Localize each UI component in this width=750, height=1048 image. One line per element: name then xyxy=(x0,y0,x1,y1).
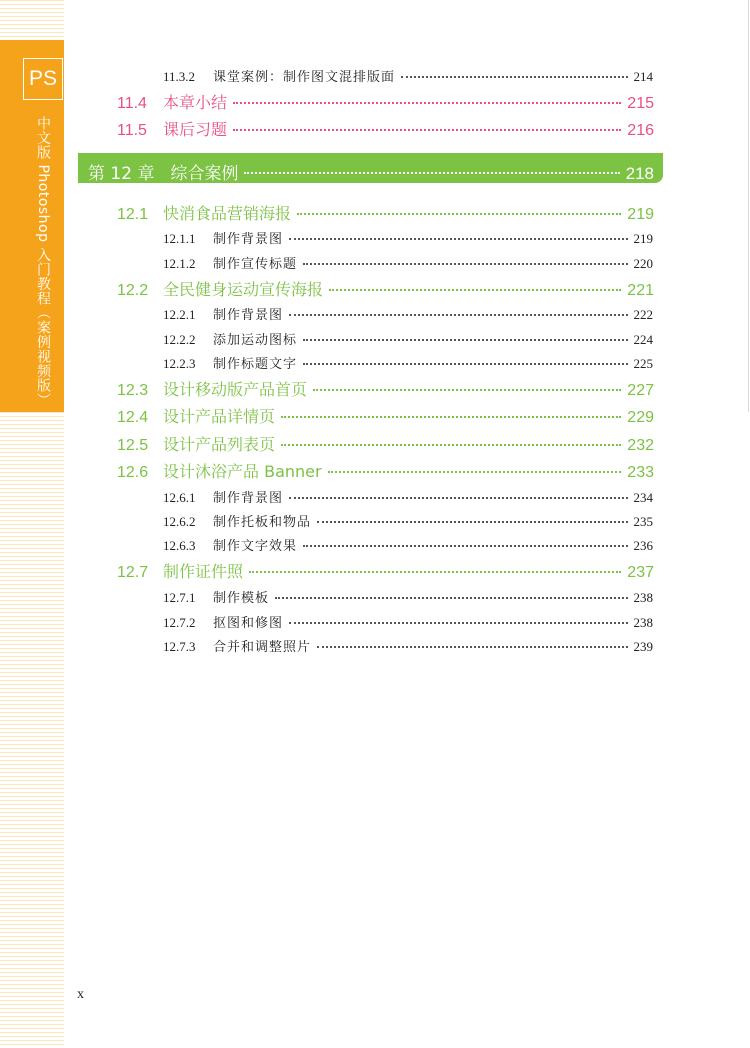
chapter-number: 第 12 章 xyxy=(88,164,155,184)
entry-number: 12.7.1 xyxy=(163,590,196,605)
entry-page: 234 xyxy=(633,490,653,505)
page-folio: x xyxy=(77,987,84,1002)
dot-leader xyxy=(329,289,621,291)
entry-page: 216 xyxy=(627,122,654,139)
dot-leader xyxy=(303,339,627,341)
dot-leader xyxy=(289,622,627,624)
dot-leader xyxy=(244,172,619,174)
dot-leader xyxy=(303,263,627,265)
toc-entry xyxy=(117,90,654,113)
toc-entry xyxy=(163,535,653,554)
entry-number: 12.1 xyxy=(117,206,149,223)
entry-title: 制作文字效果 xyxy=(213,539,298,554)
entry-page: 215 xyxy=(627,95,654,112)
entry-title: 制作模板 xyxy=(213,591,270,606)
ps-badge: PS xyxy=(23,58,63,100)
entry-title: 全民健身运动宣传海报 xyxy=(163,280,324,299)
toc-entry xyxy=(163,228,653,247)
entry-number: 12.7.2 xyxy=(163,615,196,630)
entry-page: 224 xyxy=(633,332,653,347)
entry-number: 12.6.3 xyxy=(163,538,196,553)
toc-entry xyxy=(163,329,653,348)
dot-leader xyxy=(303,363,627,365)
entry-number: 11.4 xyxy=(117,95,147,112)
entry-number: 12.2.1 xyxy=(163,307,196,322)
entry-number: 12.6.1 xyxy=(163,490,196,505)
entry-number: 11.5 xyxy=(117,122,147,139)
toc-entry xyxy=(117,559,654,582)
chapter-title: 综合案例 xyxy=(170,164,239,184)
toc-entry xyxy=(117,459,654,482)
dot-leader xyxy=(275,597,627,599)
toc-entry xyxy=(163,353,653,372)
entry-title: 快消食品营销海报 xyxy=(163,204,292,223)
entry-number: 11.3.2 xyxy=(163,69,196,84)
entry-page: 237 xyxy=(627,564,654,581)
entry-number: 12.2 xyxy=(117,282,149,299)
entry-title: 添加运动图标 xyxy=(213,333,298,348)
dot-leader xyxy=(289,314,627,316)
entry-number: 12.2.2 xyxy=(163,332,196,347)
entry-number: 12.3 xyxy=(117,382,149,399)
entry-page: 221 xyxy=(627,282,654,299)
dot-leader xyxy=(313,389,621,391)
entry-number: 12.6 xyxy=(117,464,149,481)
dot-leader xyxy=(233,129,621,131)
entry-page: 238 xyxy=(633,615,653,630)
entry-page: 220 xyxy=(633,256,653,271)
entry-number: 12.4 xyxy=(117,409,149,426)
entry-page: 232 xyxy=(627,437,654,454)
toc-entry xyxy=(117,117,654,140)
toc-entry xyxy=(163,304,653,323)
toc-entry xyxy=(163,511,653,530)
toc-entry xyxy=(163,636,653,655)
toc-entry xyxy=(117,432,654,455)
entry-page: 222 xyxy=(633,307,653,322)
toc-entry xyxy=(163,487,653,506)
entry-title: 设计产品列表页 xyxy=(163,435,276,454)
dot-leader xyxy=(328,471,622,473)
toc-entry xyxy=(163,587,653,606)
toc-entry xyxy=(117,277,654,300)
entry-title: 设计沐浴产品 Banner xyxy=(163,462,322,481)
entry-title: 制作证件照 xyxy=(163,562,244,581)
entry-number: 12.1.2 xyxy=(163,256,196,271)
entry-title: 抠图和修图 xyxy=(213,616,284,631)
toc-entry xyxy=(117,377,654,400)
dot-leader xyxy=(303,545,627,547)
entry-title: 设计产品详情页 xyxy=(163,407,276,426)
toc-entry xyxy=(117,404,654,427)
book-title-vertical: 中文版 Photoshop 入门教程（案例视频版） xyxy=(35,116,51,407)
entry-number: 12.6.2 xyxy=(163,514,196,529)
entry-title: 制作宣传标题 xyxy=(213,257,298,272)
entry-page: 214 xyxy=(633,69,653,84)
entry-title: 课堂案例：制作图文混排版面 xyxy=(213,70,396,85)
entry-number: 12.7.3 xyxy=(163,639,196,654)
dot-leader xyxy=(317,646,627,648)
entry-page: 227 xyxy=(627,382,654,399)
dot-leader xyxy=(297,213,621,215)
entry-page: 233 xyxy=(627,464,654,481)
chapter-page: 218 xyxy=(625,164,654,183)
dot-leader xyxy=(289,238,627,240)
dot-leader xyxy=(289,497,627,499)
toc-entry xyxy=(163,66,653,85)
entry-number: 12.1.1 xyxy=(163,231,196,246)
entry-page: 238 xyxy=(633,590,653,605)
entry-number: 12.7 xyxy=(117,564,149,581)
chapter-heading xyxy=(88,159,654,184)
entry-title: 制作背景图 xyxy=(213,491,284,506)
toc-entry xyxy=(163,612,653,631)
entry-page: 225 xyxy=(633,356,653,371)
entry-page: 235 xyxy=(633,514,653,529)
entry-title: 课后习题 xyxy=(163,120,228,139)
dot-leader xyxy=(401,76,627,78)
entry-title: 设计移动版产品首页 xyxy=(163,380,308,399)
entry-title: 制作背景图 xyxy=(213,232,284,247)
dot-leader xyxy=(281,444,621,446)
entry-title: 制作标题文字 xyxy=(213,357,298,372)
entry-title: 本章小结 xyxy=(163,93,228,112)
page-edge-line xyxy=(748,0,749,412)
entry-title: 制作背景图 xyxy=(213,308,284,323)
dot-leader xyxy=(317,521,627,523)
entry-page: 229 xyxy=(627,409,654,426)
entry-number: 12.5 xyxy=(117,437,149,454)
entry-title: 制作托板和物品 xyxy=(213,515,312,530)
dot-leader xyxy=(281,416,621,418)
dot-leader xyxy=(249,571,621,573)
entry-page: 219 xyxy=(633,231,653,246)
entry-page: 239 xyxy=(633,639,653,654)
dot-leader xyxy=(233,102,621,104)
toc-entry xyxy=(163,253,653,272)
entry-page: 219 xyxy=(627,206,654,223)
entry-number: 12.2.3 xyxy=(163,356,196,371)
entry-page: 236 xyxy=(633,538,653,553)
entry-title: 合并和调整照片 xyxy=(213,640,312,655)
toc-entry xyxy=(117,201,654,224)
